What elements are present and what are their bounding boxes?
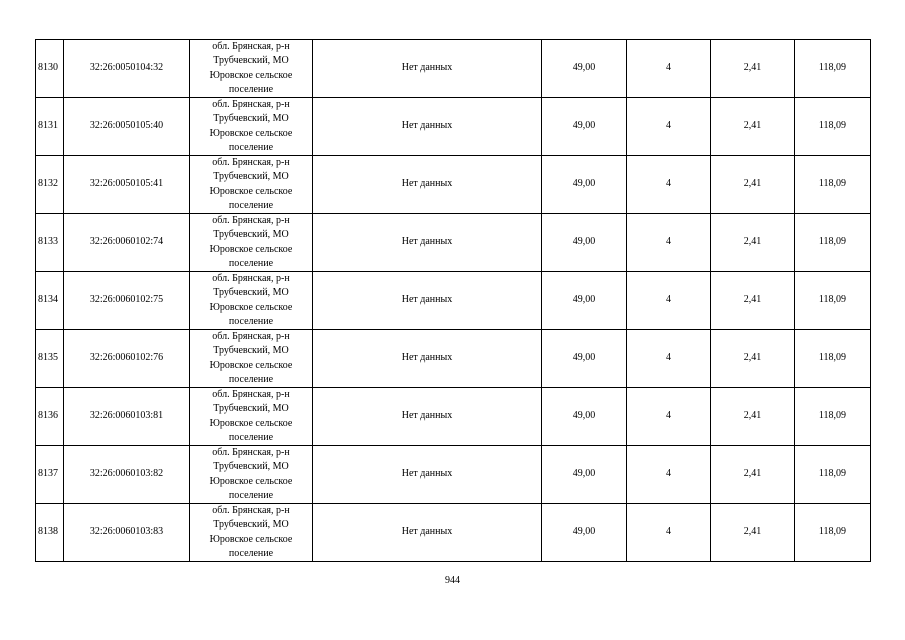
value-1: 49,00 [542,40,627,98]
address-cell [190,156,313,214]
table-row [36,40,871,98]
row-number: 8130 [36,40,64,98]
address-line: поселение [228,489,274,501]
address-line: Юровское сельское [209,475,293,487]
cadastral-number: 32:26:0060102:74 [64,214,190,272]
address-line: Трубчевский, МО [213,345,289,357]
address-line: обл. Брянская, р-н [212,41,290,53]
value-3: 2,41 [711,504,795,562]
address-line: обл. Брянская, р-н [212,157,290,169]
info-cell: Нет данных [313,504,542,562]
address-cell [190,98,313,156]
address-line: Трубчевский, МО [213,519,289,531]
value-2: 4 [627,330,711,388]
table-row [36,98,871,156]
table-row [36,388,871,446]
row-number: 8132 [36,156,64,214]
address-line: обл. Брянская, р-н [212,273,290,285]
value-2: 4 [627,214,711,272]
value-1: 49,00 [542,156,627,214]
value-1: 49,00 [542,272,627,330]
value-1: 49,00 [542,214,627,272]
address-line: Трубчевский, МО [213,229,289,241]
row-number: 8133 [36,214,64,272]
value-4: 118,09 [795,214,871,272]
address-cell [190,446,313,504]
table-row [36,330,871,388]
address-line: поселение [228,315,274,327]
cadastral-number: 32:26:0060102:76 [64,330,190,388]
value-4: 118,09 [795,40,871,98]
row-number: 8131 [36,98,64,156]
cadastral-number: 32:26:0060102:75 [64,272,190,330]
address-line: обл. Брянская, р-н [212,505,290,517]
info-cell: Нет данных [313,446,542,504]
address-line: Трубчевский, МО [213,171,289,183]
address-line: Юровское сельское [209,69,293,81]
address-cell [190,40,313,98]
table-row [36,504,871,562]
address-line: обл. Брянская, р-н [212,389,290,401]
value-3: 2,41 [711,40,795,98]
address-line: Трубчевский, МО [213,113,289,125]
page-number: 944 [445,575,460,586]
row-number: 8137 [36,446,64,504]
address-line: поселение [228,83,274,95]
value-2: 4 [627,272,711,330]
info-cell: Нет данных [313,388,542,446]
address-line: Трубчевский, МО [213,287,289,299]
value-1: 49,00 [542,388,627,446]
table-body [36,40,871,562]
value-4: 118,09 [795,504,871,562]
info-cell: Нет данных [313,272,542,330]
value-2: 4 [627,504,711,562]
address-line: Трубчевский, МО [213,55,289,67]
address-line: Юровское сельское [209,359,293,371]
value-4: 118,09 [795,330,871,388]
value-4: 118,09 [795,272,871,330]
address-line: поселение [228,141,274,153]
address-line: Трубчевский, МО [213,403,289,415]
value-1: 49,00 [542,330,627,388]
value-3: 2,41 [711,446,795,504]
value-2: 4 [627,40,711,98]
address-line: Трубчевский, МО [213,461,289,473]
address-line: Юровское сельское [209,533,293,545]
value-3: 2,41 [711,156,795,214]
address-line: поселение [228,547,274,559]
info-cell: Нет данных [313,156,542,214]
address-cell [190,214,313,272]
value-2: 4 [627,98,711,156]
address-cell [190,272,313,330]
address-line: Юровское сельское [209,417,293,429]
value-3: 2,41 [711,272,795,330]
address-line: поселение [228,373,274,385]
value-2: 4 [627,446,711,504]
cadastral-number: 32:26:0050105:41 [64,156,190,214]
value-1: 49,00 [542,446,627,504]
address-line: Юровское сельское [209,243,293,255]
address-cell [190,504,313,562]
address-line: Юровское сельское [209,127,293,139]
value-4: 118,09 [795,156,871,214]
info-cell: Нет данных [313,98,542,156]
address-line: поселение [228,199,274,211]
table-row [36,446,871,504]
value-2: 4 [627,156,711,214]
value-4: 118,09 [795,388,871,446]
address-line: поселение [228,257,274,269]
address-line: поселение [228,431,274,443]
address-line: обл. Брянская, р-н [212,331,290,343]
address-line: обл. Брянская, р-н [212,99,290,111]
value-3: 2,41 [711,330,795,388]
cadastral-number: 32:26:0060103:83 [64,504,190,562]
row-number: 8135 [36,330,64,388]
address-cell [190,388,313,446]
value-2: 4 [627,388,711,446]
address-line: Юровское сельское [209,301,293,313]
value-3: 2,41 [711,98,795,156]
value-4: 118,09 [795,98,871,156]
address-line: Юровское сельское [209,185,293,197]
value-1: 49,00 [542,504,627,562]
address-cell [190,330,313,388]
cadastral-table [35,39,871,562]
info-cell: Нет данных [313,330,542,388]
value-1: 49,00 [542,98,627,156]
row-number: 8138 [36,504,64,562]
value-3: 2,41 [711,214,795,272]
cadastral-number: 32:26:0060103:82 [64,446,190,504]
address-line: обл. Брянская, р-н [212,447,290,459]
address-line: обл. Брянская, р-н [212,215,290,227]
value-4: 118,09 [795,446,871,504]
info-cell: Нет данных [313,214,542,272]
row-number: 8136 [36,388,64,446]
table-row [36,214,871,272]
cadastral-number: 32:26:0050104:32 [64,40,190,98]
table-row [36,272,871,330]
info-cell: Нет данных [313,40,542,98]
table-row [36,156,871,214]
row-number: 8134 [36,272,64,330]
value-3: 2,41 [711,388,795,446]
cadastral-number: 32:26:0060103:81 [64,388,190,446]
cadastral-number: 32:26:0050105:40 [64,98,190,156]
